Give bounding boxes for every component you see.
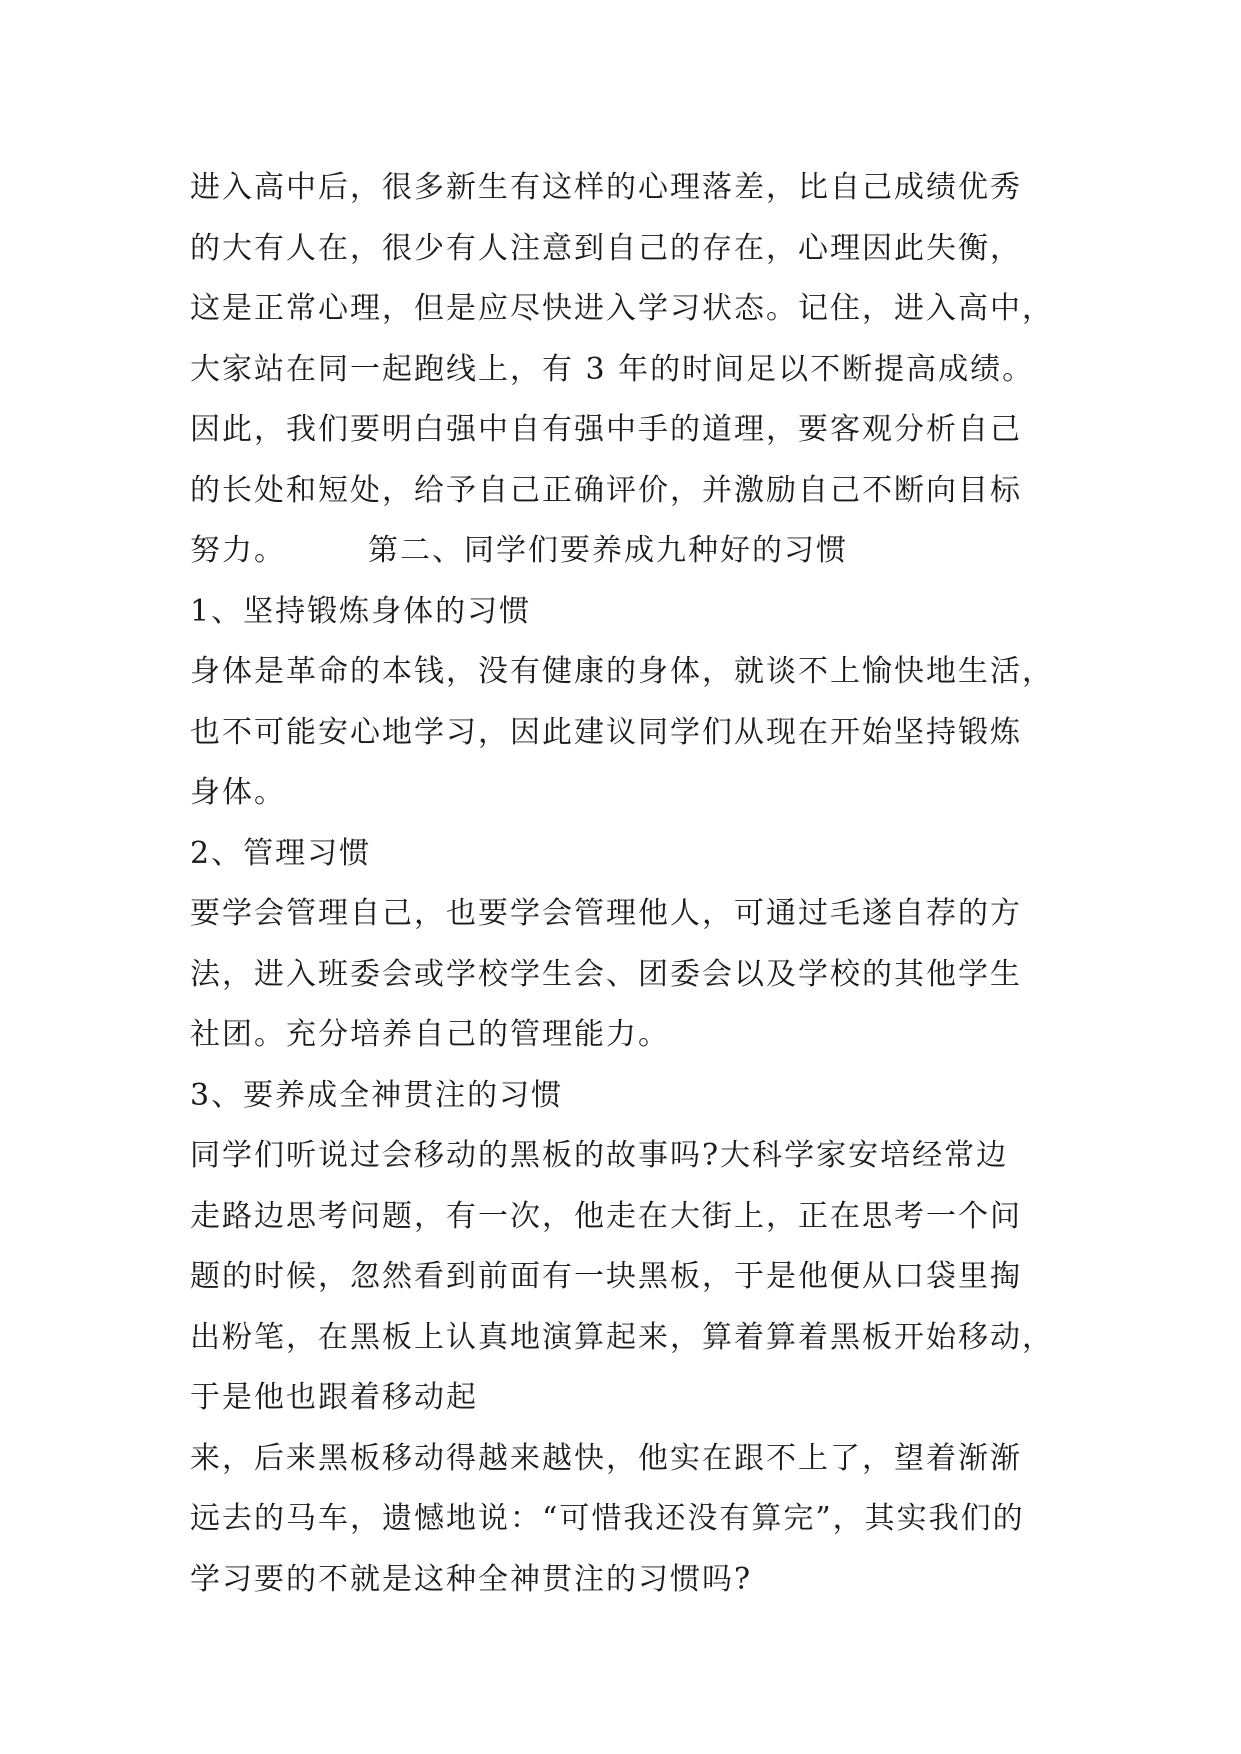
section-heading: 第二、同学们要养成九种好的习惯 <box>368 533 848 568</box>
text-line: 出粉笔，在黑板上认真地演算起来，算着算着黑板开始移动， <box>190 1319 1054 1355</box>
habit-heading: 3、要养成全神贯注的习惯 <box>190 1077 564 1113</box>
habit-heading: 1、坚持锻炼身体的习惯 <box>190 593 532 629</box>
text-line: 来，后来黑板移动得越来越快，他实在跟不上了，望着渐渐 <box>190 1440 1022 1476</box>
text-line: 也不可能安心地学习，因此建议同学们从现在开始坚持锻炼 <box>190 714 1022 750</box>
text-line: 大家站在同一起跑线上，有 3 年的时间足以不断提高成绩。 <box>190 351 1035 387</box>
text-line: 的大有人在，很少有人注意到自己的存在，心理因此失衡， <box>190 230 1022 266</box>
text-line: 要学会管理自己，也要学会管理他人，可通过毛遂自荐的方 <box>190 896 1022 931</box>
text-line: 社团。充分培养自己的管理能力。 <box>190 1017 670 1052</box>
body-text <box>190 158 1090 1610</box>
text-line: 身体是革命的本钱，没有健康的身体，就谈不上愉快地生活， <box>190 654 1054 689</box>
text-line: 因此，我们要明白强中自有强中手的道理，要客观分析自己 <box>190 412 1022 447</box>
text-line: 学习要的不就是这种全神贯注的习惯吗? <box>190 1561 753 1597</box>
habit-heading: 2、管理习惯 <box>190 835 372 871</box>
text-line: 远去的马车，遗憾地说：“可惜我还没有算完”，其实我们的 <box>190 1501 1025 1536</box>
text-line: 题的时候，忽然看到前面有一块黑板，于是他便从口袋里掏 <box>190 1259 1022 1294</box>
text-line: 于是他也跟着移动起 <box>190 1380 478 1415</box>
text-fragment: 努力。 <box>190 533 286 568</box>
text-line: 进入高中后，很多新生有这样的心理落差，比自己成绩优秀 <box>190 170 1022 205</box>
text-line: 这是正常心理，但是应尽快进入学习状态。记住，进入高中， <box>190 291 1054 326</box>
text-line: 法，进入班委会或学校学生会、团委会以及学校的其他学生 <box>190 956 1022 992</box>
text-line: 的长处和短处，给予自己正确评价，并激励自己不断向目标 <box>190 472 1022 508</box>
text-line-with-heading <box>190 521 1090 582</box>
text-line: 走路边思考问题，有一次，他走在大街上，正在思考一个问 <box>190 1198 1022 1234</box>
text-line: 身体。 <box>190 775 286 810</box>
text-line: 同学们听说过会移动的黑板的故事吗?大科学家安培经常边 <box>190 1138 1009 1173</box>
